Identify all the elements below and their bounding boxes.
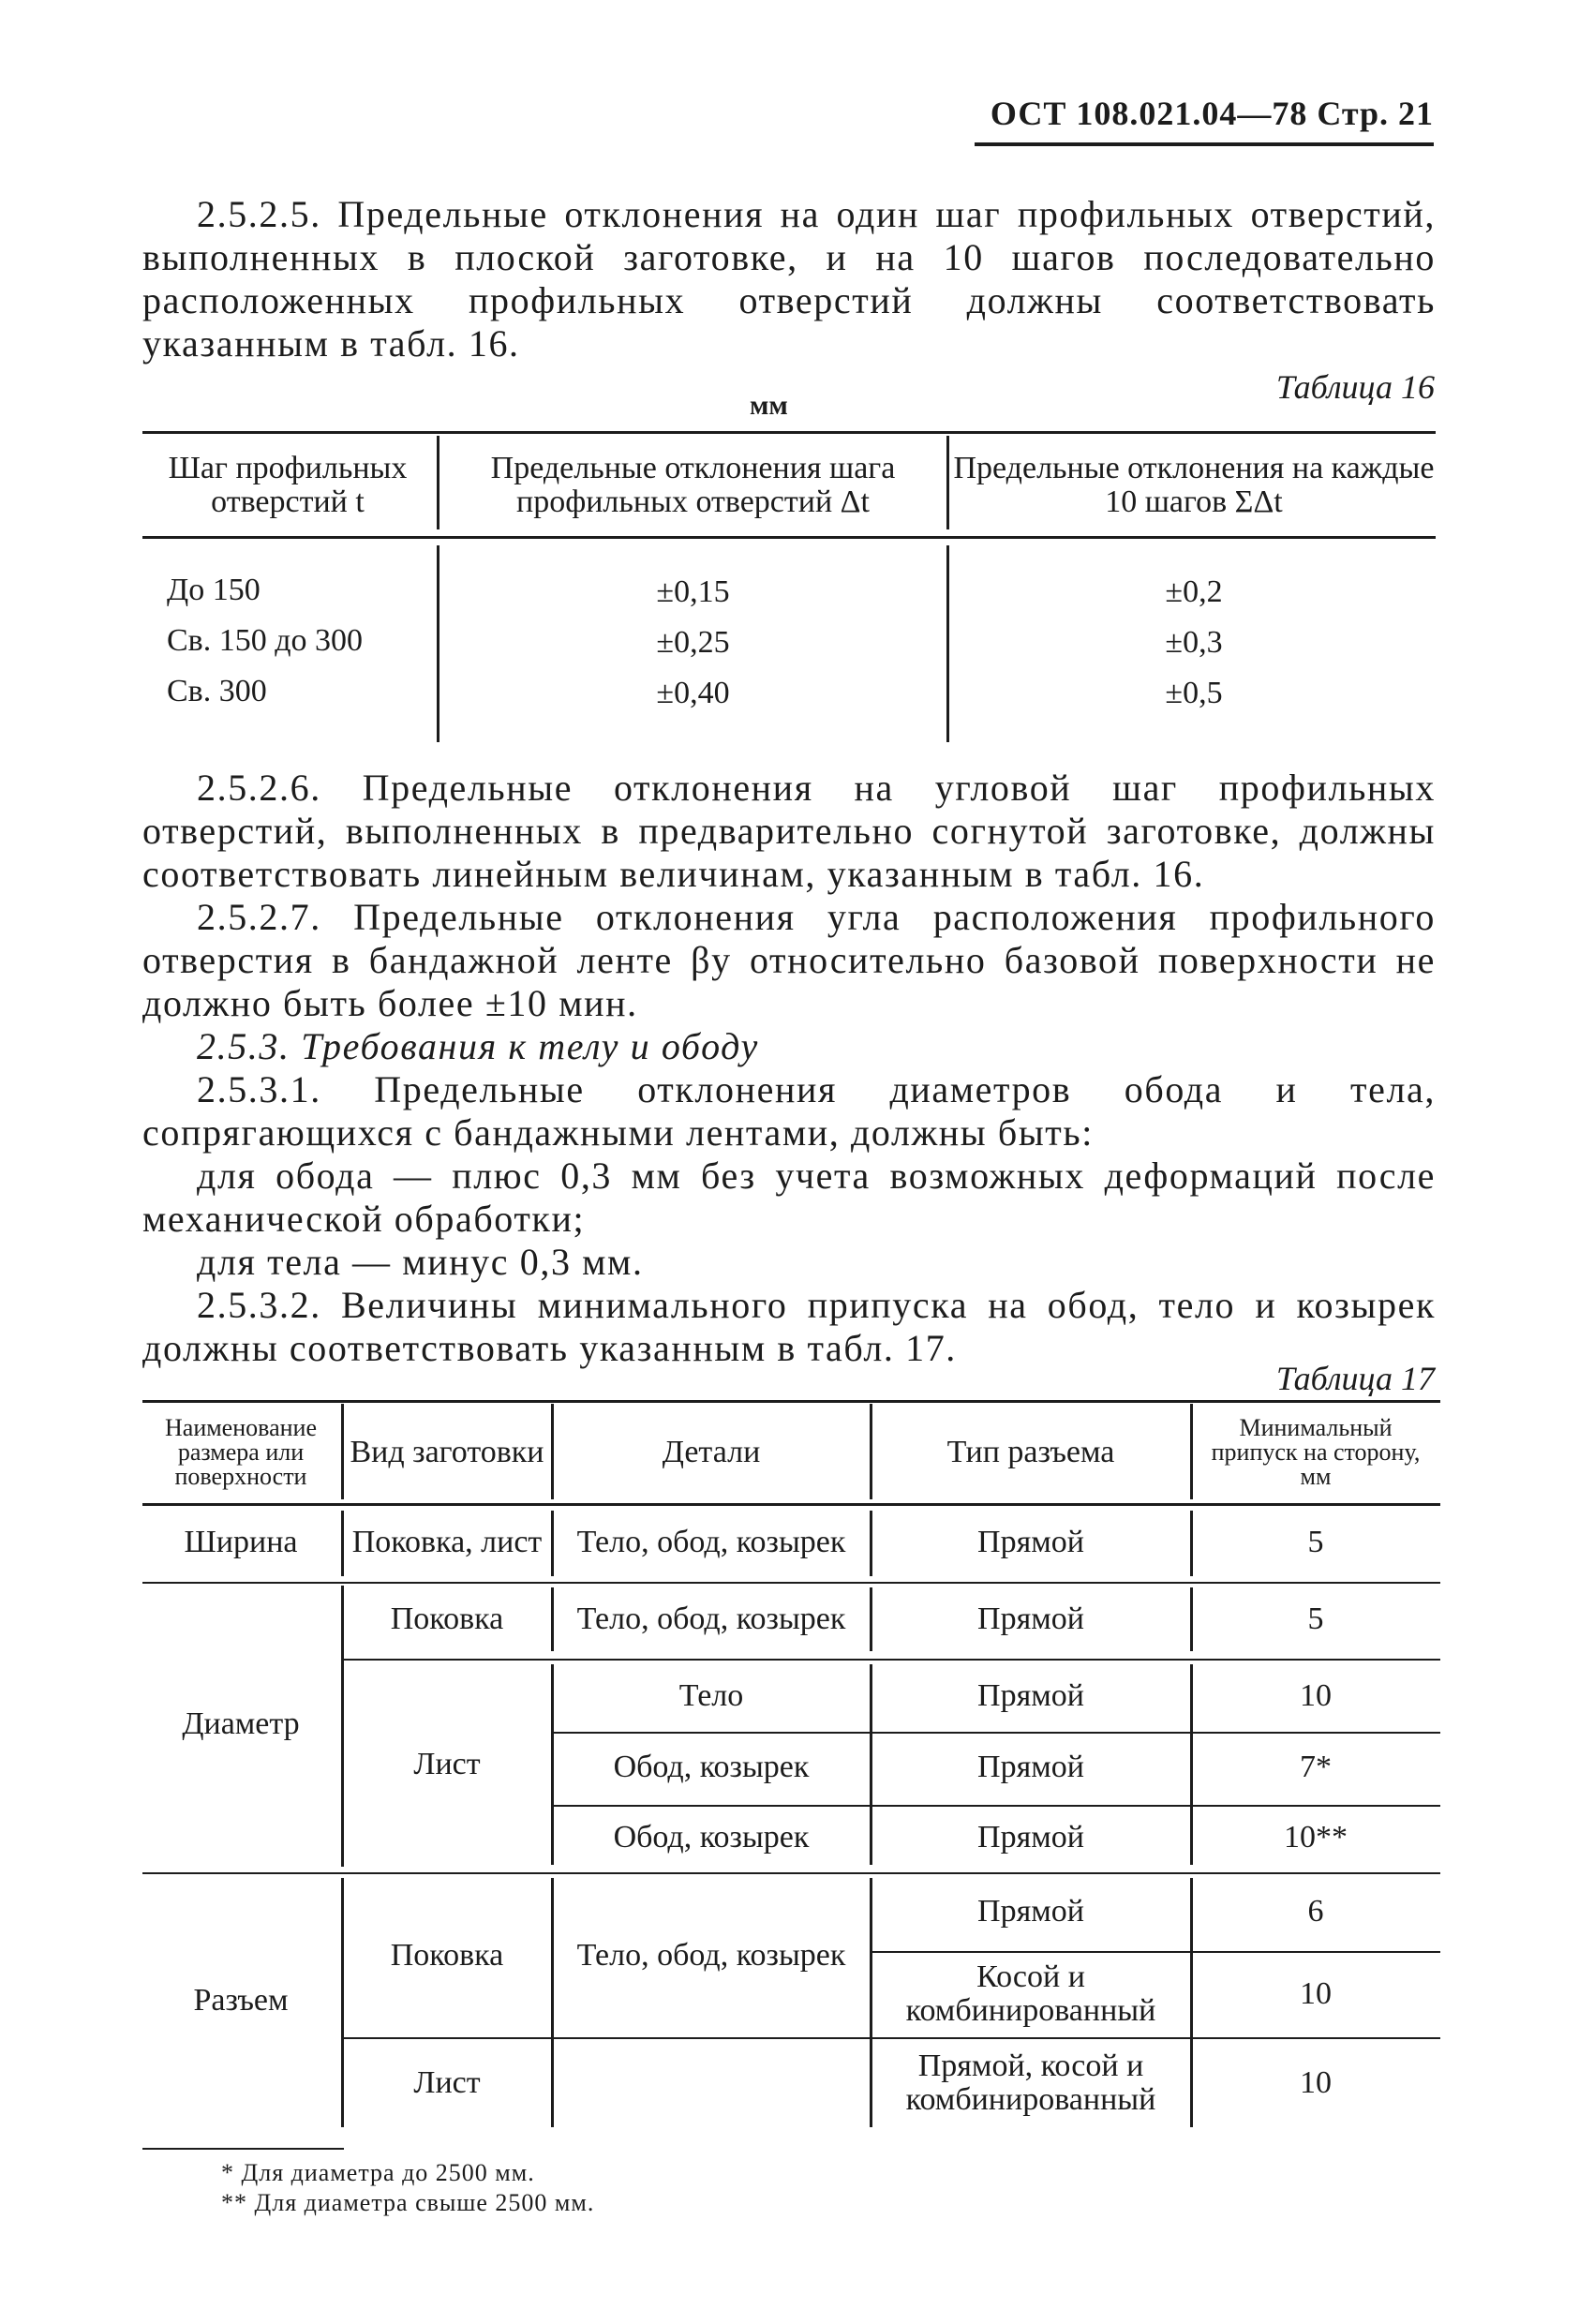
table-17-diameter-r3-value: 7* — [1300, 1750, 1332, 1784]
table-17-diameter-sheet: Лист — [413, 1746, 481, 1781]
section-2-5-3-heading: 2.5.3. Требования к телу и ободу — [197, 1025, 759, 1067]
table-17-diameter-r2-parts: Тело — [678, 1678, 744, 1713]
table-17-width-name: Ширина — [184, 1525, 298, 1559]
table-17-diameter-r1-value: 5 — [1307, 1601, 1324, 1636]
table-17-width-parts: Тело, обод, козырек — [576, 1525, 846, 1559]
table-16-header-step: Шаг профильных отверстий t — [168, 450, 408, 519]
table-16-divider — [437, 545, 439, 742]
footnote-rule — [142, 2148, 344, 2150]
table-17-diameter-r1-parts: Тело, обод, козырек — [576, 1601, 846, 1636]
table-17-joint-forging-parts: Тело, обод, козырек — [576, 1938, 846, 1973]
table-17-divider — [870, 1664, 872, 1865]
table-17-diameter-r3-parts: Обод, козырек — [613, 1750, 810, 1784]
table-17-joint-r3-value: 10 — [1300, 2065, 1332, 2100]
table-17-diameter-r3-type: Прямой — [977, 1750, 1084, 1784]
table-17-joint-r3-type: Прямой, косой и комбинированный — [905, 2048, 1156, 2117]
table-17-divider — [1190, 1404, 1193, 1499]
table-16-cell: ±0,3 — [1165, 625, 1223, 660]
table-17-header-parts: Детали — [662, 1435, 761, 1469]
table-17-divider — [1190, 1664, 1193, 1865]
table-16-cell: Св. 150 до 300 — [167, 623, 364, 658]
table-16-cell: ±0,25 — [656, 625, 730, 660]
table-17-divider — [341, 1586, 344, 1867]
table-16-cell: ±0,15 — [656, 574, 730, 609]
table-17-divider — [1190, 1587, 1193, 1651]
table-17-diameter-r2-type: Прямой — [977, 1678, 1084, 1713]
table-17-joint-name: Разъем — [193, 1983, 289, 2018]
paragraph-telo: для тела — минус 0,3 мм. — [197, 1241, 644, 1283]
table-16-header-ten-steps: Предельные отклонения на каждые 10 шагов ΣΔt — [953, 450, 1435, 519]
page-header: ОСТ 108.021.04—78 Стр. 21 — [975, 94, 1434, 146]
paragraph-2-5-2-7: 2.5.2.7. Предельные отклонения угла расположения профильного отверстия в бандажной ленте βу относительно базовой поверхности не должно быть более ±10 мин. — [142, 896, 1436, 1024]
table-17-diameter-r4-value: 10** — [1284, 1820, 1348, 1855]
table-17-divider — [1190, 1511, 1193, 1576]
table-17-joint-r1-value: 6 — [1307, 1894, 1324, 1929]
table-17-width-type: Прямой — [977, 1525, 1084, 1559]
table-17-divider — [551, 1587, 554, 1651]
table-17-joint-r2-type: Косой и комбинированный — [905, 1959, 1156, 2028]
table-17-row-rule — [341, 1659, 1440, 1661]
table-17-joint-sheet: Лист — [413, 2065, 481, 2100]
paragraph-2-5-2-6: 2.5.2.6. Предельные отклонения на угловой шаг профильных отверстий, выполненных в предварительно согнутой заготовке, должны соответствовать линейным величинам, указанным в табл. 16. — [142, 767, 1436, 895]
table-16-top-rule — [142, 431, 1436, 434]
table-17-divider — [341, 1878, 344, 2127]
table-17-row-rule — [870, 1951, 1440, 1953]
table-17-divider — [551, 1664, 554, 1865]
table-17-divider — [870, 1404, 872, 1499]
table-17-diameter-r1-blank: Поковка — [390, 1601, 504, 1636]
table-17-divider — [870, 1511, 872, 1576]
table-17-row-rule — [341, 2037, 1440, 2039]
table-17-divider — [551, 1511, 554, 1576]
table-17-diameter-r4-parts: Обод, козырек — [613, 1820, 810, 1855]
table-17-divider — [870, 1587, 872, 1651]
table-17-header-name: Наименование размера или поверхности — [165, 1414, 317, 1490]
table-17-divider — [551, 1404, 554, 1499]
table-17-divider — [341, 1511, 344, 1576]
table-17-header-blank: Вид заготовки — [350, 1435, 544, 1469]
table-17-diameter-r1-type: Прямой — [977, 1601, 1084, 1636]
table-17-header-rule — [142, 1503, 1440, 1506]
table-17-divider — [870, 1878, 872, 2127]
table-17-divider — [1190, 1878, 1193, 2127]
table-16-header-rule — [142, 536, 1436, 539]
table-17-width-value: 5 — [1307, 1525, 1324, 1559]
table-16-divider — [946, 545, 949, 742]
paragraph-2-5-3-1: 2.5.3.1. Предельные отклонения диаметров обода и тела, сопрягающихся с бандажными лентами, должны быть: — [142, 1068, 1436, 1154]
table-17-divider — [551, 1878, 554, 2127]
table-17-diameter-r2-value: 10 — [1300, 1678, 1332, 1713]
table-17-diameter-name: Диаметр — [182, 1706, 300, 1741]
table-17-row-rule — [551, 1805, 1440, 1807]
table-16-units: мм — [750, 390, 788, 421]
footnote-1: * Для диаметра до 2500 мм. — [221, 2159, 535, 2186]
table-17-joint-forging: Поковка — [390, 1938, 504, 1973]
table-17-row-rule — [551, 1732, 1440, 1734]
table-17-caption: Таблица 17 — [1275, 1360, 1435, 1397]
table-16-divider — [437, 436, 439, 529]
table-16-cell: ±0,40 — [656, 676, 730, 710]
table-16-cell: ±0,5 — [1165, 676, 1223, 710]
table-17-width-blank: Поковка, лист — [351, 1525, 543, 1559]
table-16-caption: Таблица 16 — [1275, 368, 1435, 406]
table-17-top-rule — [142, 1400, 1440, 1403]
table-17-diameter-r4-type: Прямой — [977, 1820, 1084, 1855]
table-16-cell: ±0,2 — [1165, 574, 1223, 609]
paragraph-2-5-3-2: 2.5.3.2. Величины минимального припуска на обод, тело и козырек должны соответствовать указанным в табл. 17. — [142, 1284, 1436, 1369]
paragraph-obod: для обода — плюс 0,3 мм без учета возможных деформаций после механической обработки; — [142, 1155, 1436, 1240]
table-17-header-joint-type: Тип разъема — [946, 1435, 1115, 1469]
table-16-divider — [946, 436, 949, 529]
table-17-header-allowance: Минимальный припуск на сторону, мм — [1211, 1414, 1421, 1490]
table-17-divider — [341, 1404, 344, 1499]
table-16-header-step-deviation: Предельные отклонения шага профильных отверстий Δt — [490, 450, 896, 519]
footnote-2: ** Для диаметра свыше 2500 мм. — [221, 2189, 595, 2216]
paragraph-2-5-2-5: 2.5.2.5. Предельные отклонения на один шаг профильных отверстий, выполненных в плоской заготовке, и на 10 шагов последовательно расположенных профильных отверстий должны соответствовать указанным в табл. 16. — [142, 193, 1436, 365]
table-16-cell: Св. 300 — [167, 674, 267, 708]
table-16-cell: До 150 — [167, 573, 261, 607]
table-17-joint-r2-value: 10 — [1300, 1976, 1332, 2011]
table-17-joint-r1-type: Прямой — [977, 1894, 1084, 1929]
